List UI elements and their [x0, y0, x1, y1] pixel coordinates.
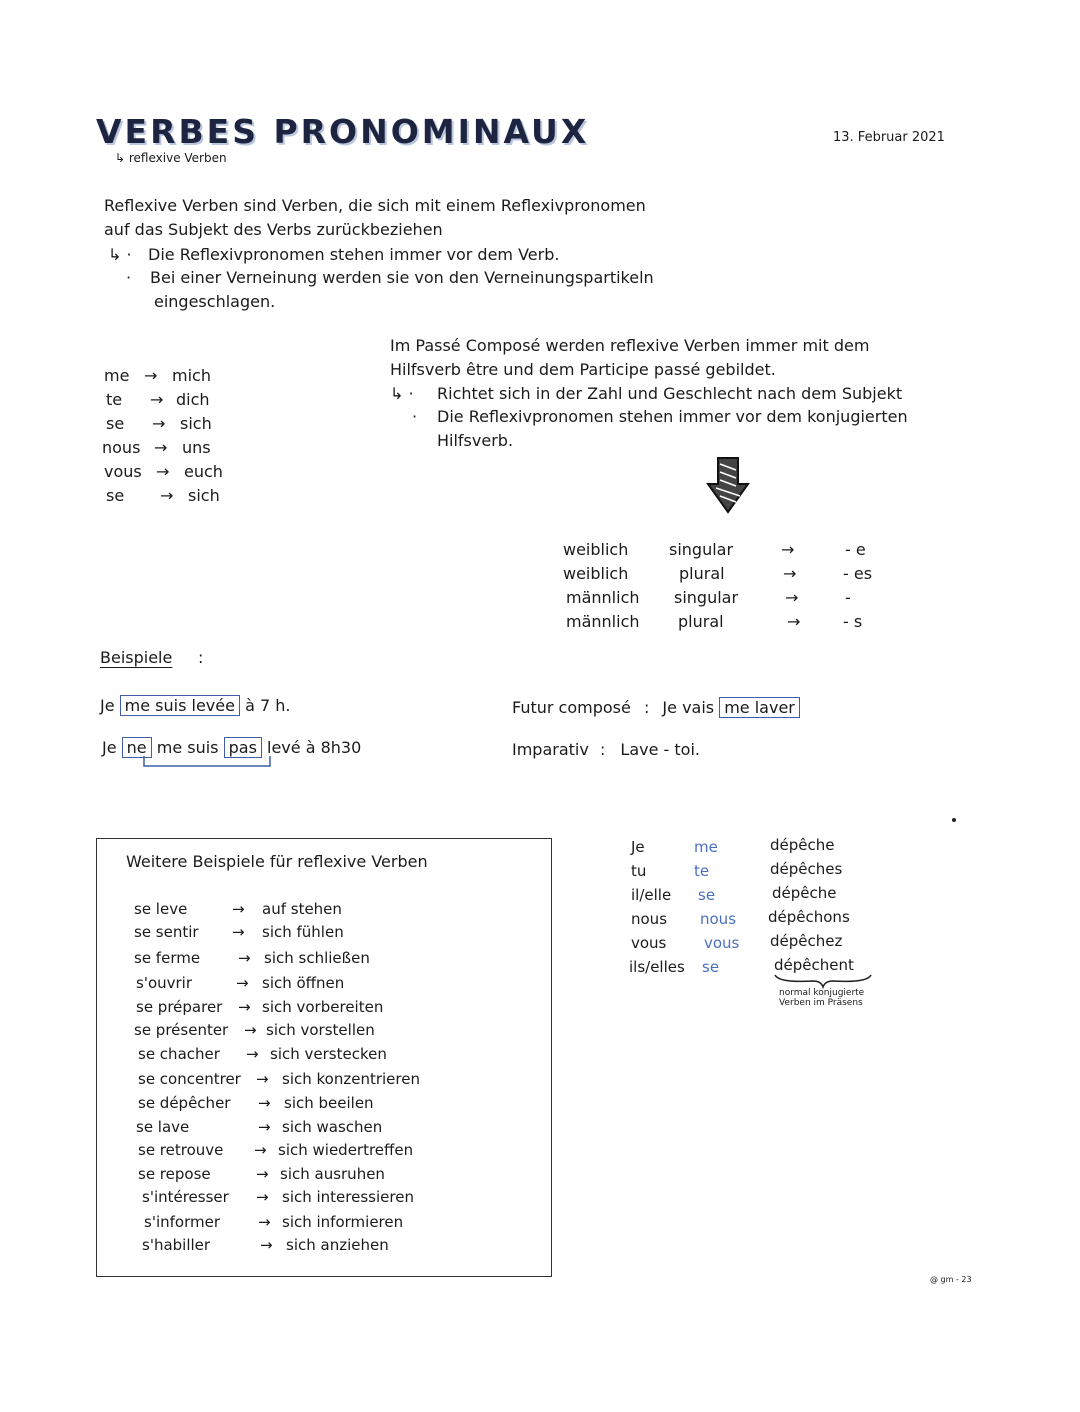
negation-pas: pas	[224, 737, 262, 758]
passe-compose-bullet-1: Richtet sich in der Zahl und Geschlecht nach dem Subjekt	[437, 384, 903, 403]
conjugation-note: normal konjugierte Verben im Präsens	[779, 988, 865, 1008]
conj-pronoun: nous	[700, 910, 737, 928]
arrow-icon: →	[150, 390, 164, 409]
futur-subject: Je vais	[662, 698, 715, 717]
verb-de: sich informieren	[282, 1213, 404, 1231]
pronoun-de: sich	[180, 414, 212, 433]
arrow-icon: →	[787, 612, 801, 631]
examples-heading: Beispiele	[100, 648, 173, 667]
arrow-icon: →	[238, 998, 251, 1016]
agreement-gender: weiblich	[563, 540, 629, 559]
example-rest: à 7 h.	[245, 696, 291, 715]
intro-bullet-2: Bei einer Verneinung werden sie von den Verneinungspartikeln	[150, 268, 654, 287]
arrow-icon: →	[236, 974, 249, 992]
example-2	[102, 738, 361, 757]
conj-verb: dépêchent	[774, 956, 854, 974]
verb-fr: se dépêcher	[138, 1094, 231, 1112]
example-1	[100, 696, 290, 715]
verb-fr: se leve	[134, 900, 188, 918]
conj-verb: dépêche	[772, 884, 837, 902]
imperatif-text: Lave - toi.	[620, 740, 700, 759]
conj-verb: dépêchons	[768, 908, 850, 926]
futur-compose	[512, 698, 800, 717]
conj-verb: dépêchez	[770, 932, 843, 950]
example-boxed-part: me suis levée	[120, 695, 240, 716]
example-subject: Je	[100, 696, 115, 715]
verb-fr: se lave	[136, 1118, 190, 1136]
arrow-icon: →	[256, 1165, 269, 1183]
arrow-icon: →	[238, 949, 251, 967]
reflexive-verbs-heading: Weitere Beispiele für reflexive Verben	[126, 852, 428, 871]
example-middle: me suis	[156, 738, 219, 757]
arrow-icon: →	[246, 1045, 259, 1063]
imperatif-colon: :	[599, 740, 606, 759]
intro-line-2: auf das Subjekt des Verbs zurückbeziehen	[104, 220, 443, 239]
arrow-icon: →	[260, 1236, 273, 1254]
verb-de: sich vorbereiten	[262, 998, 384, 1016]
verb-fr: se préparer	[136, 998, 223, 1016]
agreement-number: plural	[678, 612, 724, 631]
verb-de: sich konzentrieren	[282, 1070, 420, 1088]
arrow-icon: →	[785, 588, 799, 607]
arrow-icon: →	[258, 1118, 271, 1136]
arrow-icon: →	[156, 462, 170, 481]
negation-bracket	[140, 756, 280, 770]
verb-fr: se ferme	[134, 949, 201, 967]
conj-subject: tu	[631, 862, 647, 880]
arrow-icon: →	[783, 564, 797, 583]
example-rest: levé à 8h30	[267, 738, 362, 757]
verb-de: auf stehen	[262, 900, 342, 918]
verb-de: sich interessieren	[282, 1188, 414, 1206]
pronoun-de: mich	[172, 366, 211, 385]
agreement-ending: -	[845, 588, 851, 607]
pronoun-fr: nous	[102, 438, 141, 457]
pronoun-fr: te	[106, 390, 123, 409]
verb-fr: s'habiller	[142, 1236, 211, 1254]
intro-bullet-1-marker: ↳ ·	[108, 245, 132, 264]
intro-bullet-2-marker: ·	[126, 268, 132, 287]
pronoun-fr: me	[104, 366, 130, 385]
agreement-gender: männlich	[566, 612, 640, 631]
verb-fr: se repose	[138, 1165, 211, 1183]
page-subtitle: ↳ reflexive Verben	[115, 151, 227, 165]
conj-subject: nous	[631, 910, 668, 928]
conj-pronoun: vous	[704, 934, 740, 952]
pronoun-fr: se	[106, 486, 125, 505]
verb-de: sich schließen	[264, 949, 370, 967]
pronoun-de: sich	[188, 486, 220, 505]
arrow-icon: →	[258, 1213, 271, 1231]
arrow-icon: →	[244, 1021, 257, 1039]
negation-ne: ne	[122, 737, 152, 758]
verb-de: sich öffnen	[262, 974, 345, 992]
intro-bullet-1: Die Reflexivpronomen stehen immer vor dem Verb.	[148, 245, 560, 264]
conj-pronoun: se	[698, 886, 716, 904]
verb-de: sich fühlen	[262, 923, 344, 941]
passe-compose-bullet-1-marker: ↳ ·	[390, 384, 414, 403]
conj-verb: dépêches	[770, 860, 843, 878]
intro-line-1: Reflexive Verben sind Verben, die sich mit einem Reflexivpronomen	[104, 196, 646, 215]
brace-icon	[773, 973, 873, 989]
conj-subject: ils/elles	[629, 958, 685, 976]
passe-compose-line-2: Hilfsverb être und dem Participe passé gebildet.	[390, 360, 776, 379]
verb-de: sich ausruhen	[280, 1165, 385, 1183]
agreement-ending: - s	[843, 612, 863, 631]
passe-compose-bullet-2-marker: ·	[412, 407, 418, 426]
agreement-ending: - es	[843, 564, 873, 583]
arrow-icon: →	[144, 366, 158, 385]
verb-fr: se sentir	[134, 923, 199, 941]
arrow-icon: →	[258, 1094, 271, 1112]
verb-de: sich wiedertreffen	[278, 1141, 414, 1159]
verb-fr: se concentrer	[138, 1070, 241, 1088]
pronoun-fr: vous	[104, 462, 142, 481]
arrow-icon: →	[154, 438, 168, 457]
passe-compose-bullet-2: Die Reflexivpronomen stehen immer vor dem konjugierten	[437, 407, 908, 426]
agreement-number: singular	[669, 540, 734, 559]
pronoun-de: euch	[184, 462, 223, 481]
arrow-icon: →	[781, 540, 795, 559]
arrow-icon: →	[232, 923, 245, 941]
passe-compose-bullet-2-cont: Hilfsverb.	[437, 431, 514, 450]
arrow-icon: →	[254, 1141, 267, 1159]
examples-colon: :	[198, 648, 204, 667]
signature: @ gm - 23	[930, 1275, 972, 1284]
verb-fr: se chacher	[138, 1045, 220, 1063]
example-subject: Je	[102, 738, 117, 757]
verb-fr: s'intéresser	[142, 1188, 229, 1206]
arrow-icon: →	[256, 1188, 269, 1206]
imperatif	[512, 740, 700, 759]
conj-pronoun: te	[694, 862, 710, 880]
agreement-gender: männlich	[566, 588, 640, 607]
conj-pronoun: se	[702, 958, 720, 976]
futur-colon: :	[643, 698, 650, 717]
agreement-gender: weiblich	[563, 564, 629, 583]
verb-fr: se retrouve	[138, 1141, 224, 1159]
intro-bullet-2-cont: eingeschlagen.	[154, 292, 276, 311]
verb-de: sich vorstellen	[266, 1021, 375, 1039]
passe-compose-line-1: Im Passé Composé werden reflexive Verben immer mit dem	[390, 336, 870, 355]
conj-subject: vous	[631, 934, 667, 952]
pronoun-de: dich	[176, 390, 210, 409]
page-title: VERBES PRONOMINAUX	[96, 112, 590, 151]
conj-verb: dépêche	[770, 836, 835, 854]
arrow-icon: →	[232, 900, 245, 918]
imperatif-label: Imparativ	[512, 740, 589, 759]
verb-de: sich waschen	[282, 1118, 383, 1136]
conj-subject: il/elle	[631, 886, 672, 904]
date: 13. Februar 2021	[833, 130, 945, 145]
pronoun-fr: se	[106, 414, 125, 433]
agreement-ending: - e	[845, 540, 866, 559]
arrow-icon: →	[160, 486, 174, 505]
arrow-icon: →	[152, 414, 166, 433]
agreement-number: singular	[674, 588, 739, 607]
agreement-number: plural	[679, 564, 725, 583]
verb-fr: s'informer	[144, 1213, 220, 1231]
verb-de: sich beeilen	[284, 1094, 374, 1112]
verb-fr: s'ouvrir	[136, 974, 193, 992]
pronoun-de: uns	[182, 438, 211, 457]
conj-subject: Je	[631, 838, 645, 856]
dot-mark	[952, 818, 956, 822]
conj-pronoun: me	[694, 838, 718, 856]
verb-fr: se présenter	[134, 1021, 229, 1039]
arrow-icon: →	[256, 1070, 269, 1088]
verb-de: sich verstecken	[270, 1045, 387, 1063]
verb-de: sich anziehen	[286, 1236, 389, 1254]
down-arrow-icon	[706, 456, 750, 514]
futur-label: Futur composé	[512, 698, 631, 717]
futur-boxed-part: me laver	[719, 697, 800, 718]
